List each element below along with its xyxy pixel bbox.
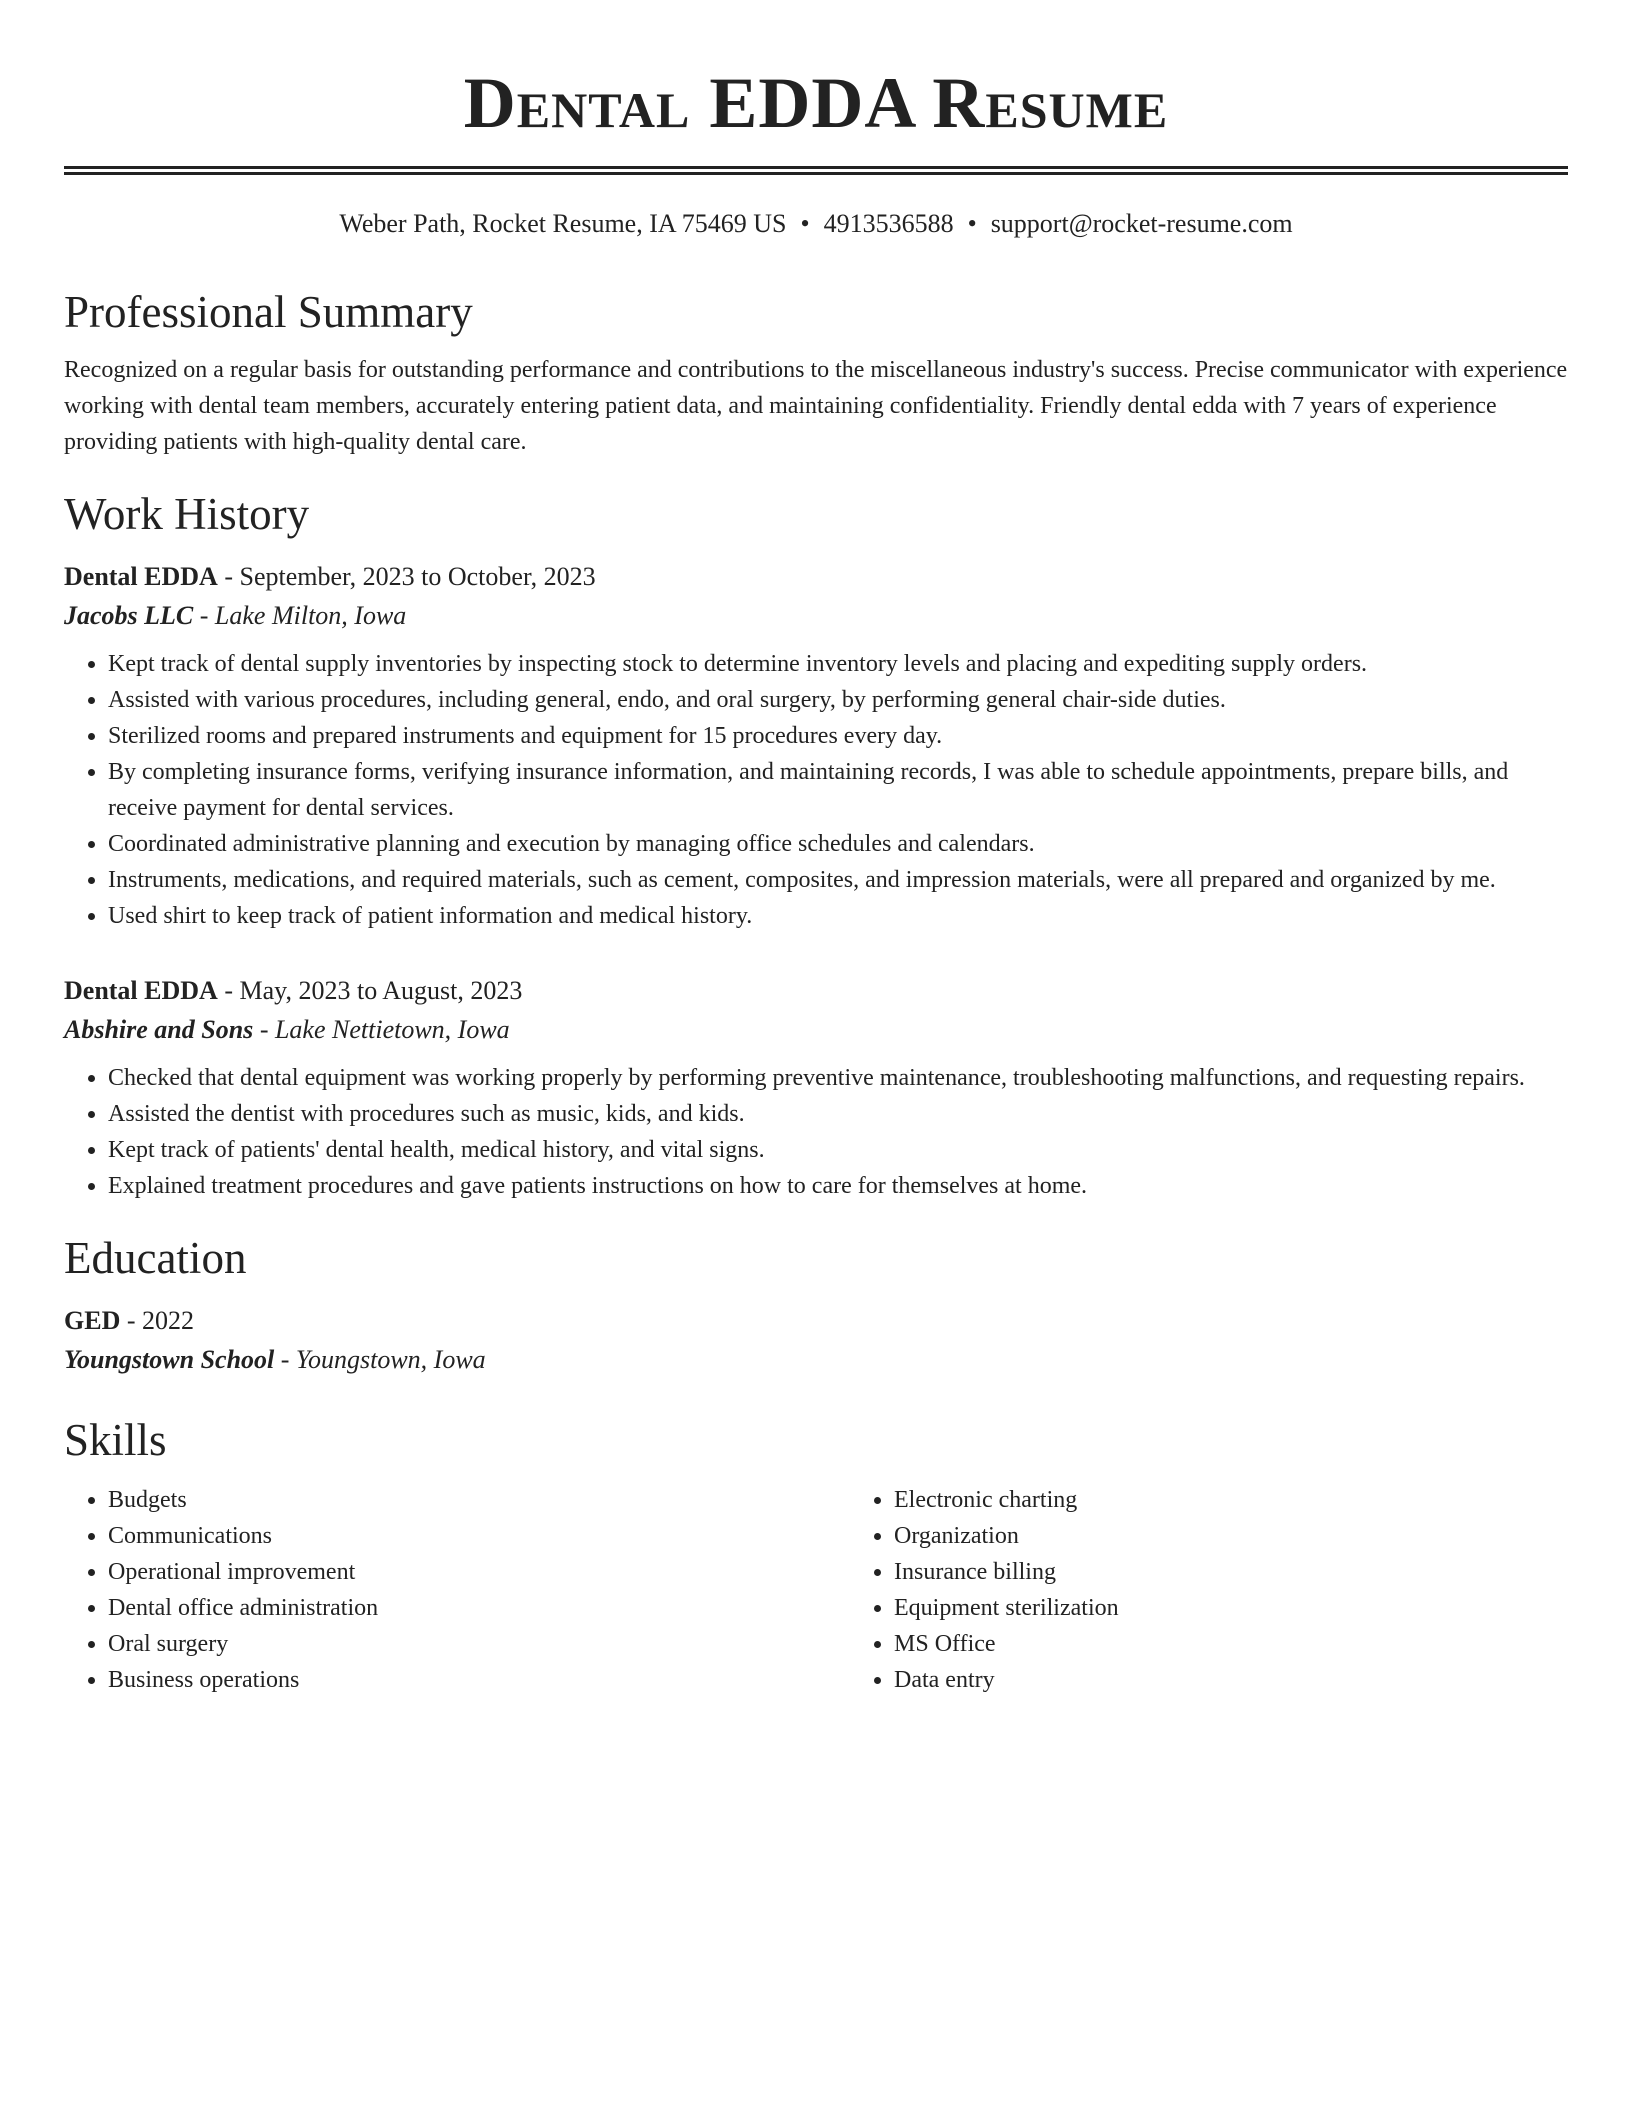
job-duty: • Coordinated administrative planning and execution by managing office schedules and calendars. [108,826,1568,862]
degree-line [64,1302,1568,1340]
job-entry [64,972,1568,1204]
school-location: - Youngstown, Iowa [274,1345,486,1374]
school-line [64,1340,1568,1380]
school-name: Youngstown School [64,1345,275,1374]
employer-line [64,596,1568,636]
employer-location: - Lake Nettietown, Iowa [253,1015,510,1044]
skill-item: • Communications [108,1518,850,1554]
contact-separator: • [800,209,810,238]
job-title-line [64,972,1568,1010]
resume-title: Dental EDDA Resume [463,63,1169,143]
job-duty: • By completing insurance forms, verifying insurance information, and maintaining records, I was able to schedule appointments, prepare bills, and receive payment for dental services. [108,754,1568,826]
skill-item: • MS Office [894,1626,1568,1662]
employer-line [64,1010,1568,1050]
degree-year: - 2022 [120,1306,195,1335]
job-duty: • Kept track of dental supply inventories by inspecting stock to determine inventory levels and placing and expediting supply orders. [108,646,1568,682]
skills-heading: Skills [64,1415,167,1465]
job-duty: • Explained treatment procedures and gave patients instructions on how to care for themselves at home. [108,1168,1568,1204]
education-entry [64,1302,1568,1380]
skills-list-left [64,1482,850,1698]
job-title: Dental EDDA [64,976,218,1005]
contact-separator: • [967,209,977,238]
education-heading: Education [64,1233,247,1283]
employer-location: - Lake Milton, Iowa [193,601,407,630]
job-dates: - May, 2023 to August, 2023 [217,976,523,1005]
skill-item: • Organization [894,1518,1568,1554]
job-duty: • Assisted the dentist with procedures such as music, kids, and kids. [108,1096,1568,1132]
job-duty: • Instruments, medications, and required materials, such as cement, composites, and impression materials, were all prepared and organized by me. [108,862,1568,898]
skill-item: • Oral surgery [108,1626,850,1662]
skills-columns [64,1482,1568,1698]
skill-item: • Business operations [108,1662,850,1698]
work-history-heading: Work History [64,489,310,539]
summary-heading: Professional Summary [64,287,473,337]
job-duty: • Checked that dental equipment was working properly by performing preventive maintenance, troubleshooting malfunctions, and requesting repairs. [108,1060,1568,1096]
job-duties-list [64,646,1568,934]
job-duty: • Used shirt to keep track of patient information and medical history. [108,898,1568,934]
contact-email: support@rocket-resume.com [990,209,1293,238]
contact-line [64,208,1568,240]
summary-text: Recognized on a regular basis for outstanding performance and contributions to the miscellaneous industry's success. Precise communicator with experience working with dental team members, accurately entering patient data, and maintaining confidentiality. Friendly dental edda with 7 years of experience providing patients with high-quality dental care. [64,357,1568,455]
skills-list-right [850,1482,1568,1698]
skill-item: • Operational improvement [108,1554,850,1590]
skill-item: • Insurance billing [894,1554,1568,1590]
skill-item: • Equipment sterilization [894,1590,1568,1626]
job-title-line [64,558,1568,596]
contact-address: Weber Path, Rocket Resume, IA 75469 US [339,209,787,238]
title-divider [64,166,1568,175]
skill-item: • Budgets [108,1482,850,1518]
job-duty: • Assisted with various procedures, including general, endo, and oral surgery, by performing general chair-side duties. [108,682,1568,718]
employer-name: Jacobs LLC [64,601,194,630]
degree-name: GED [64,1306,121,1335]
job-dates: - September, 2023 to October, 2023 [217,562,596,591]
job-duties-list [64,1060,1568,1204]
contact-phone: 4913536588 [823,209,954,238]
job-duty: • Kept track of patients' dental health, medical history, and vital signs. [108,1132,1568,1168]
employer-name: Abshire and Sons [64,1015,254,1044]
job-entry [64,558,1568,934]
skill-item: • Dental office administration [108,1590,850,1626]
job-title: Dental EDDA [64,562,218,591]
skill-item: • Electronic charting [894,1482,1568,1518]
job-duty: • Sterilized rooms and prepared instruments and equipment for 15 procedures every day. [108,718,1568,754]
skill-item: • Data entry [894,1662,1568,1698]
